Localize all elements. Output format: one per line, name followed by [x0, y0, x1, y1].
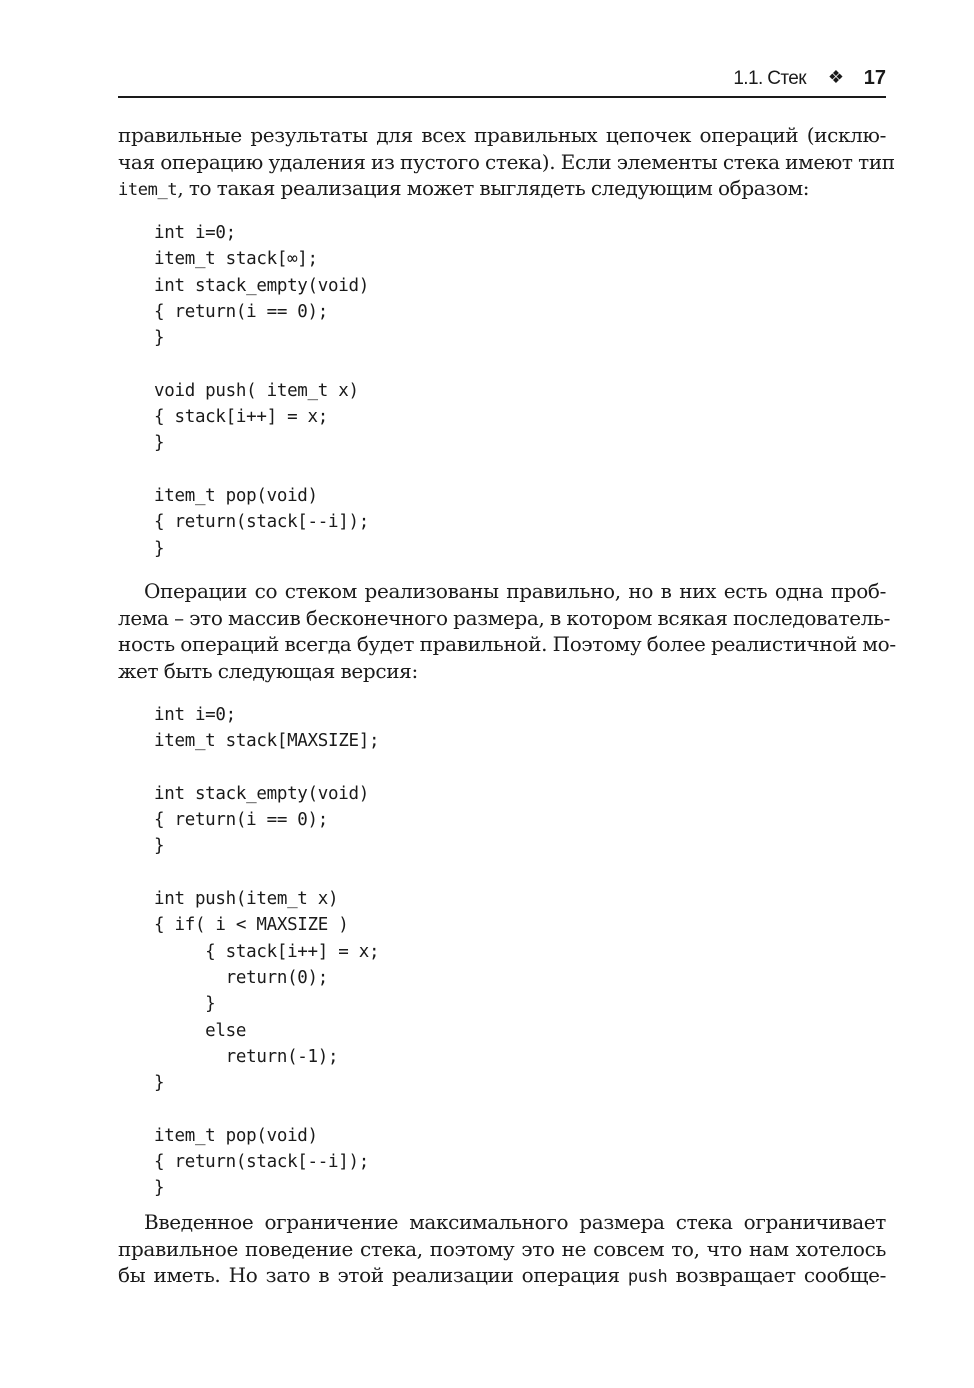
code-line: item_t stack[∞];	[154, 249, 318, 270]
text-line: правильные результаты для всех правильных цепочек операций (исклю-	[118, 123, 886, 147]
code-line: item_t stack[MAXSIZE];	[154, 731, 380, 752]
paragraph-intro	[118, 122, 895, 204]
code-line: }	[154, 836, 165, 857]
text-line	[118, 1262, 886, 1291]
text-line	[118, 175, 886, 204]
inline-code: push	[627, 1267, 668, 1287]
code-listing-1	[154, 220, 369, 562]
code-line: return(-1);	[154, 1046, 339, 1067]
paragraph-conclusion	[118, 1209, 886, 1291]
section-title: 1.1. Стек	[733, 68, 806, 89]
code-line: else	[154, 1020, 247, 1041]
code-line: { if( i < MAXSIZE )	[154, 915, 349, 936]
text-line: ность операций всегда будет правильной. Поэтому более реалистичной мо-	[118, 632, 896, 656]
text-line: лема – это массив бесконечного размера, в котором всякая последователь-	[118, 605, 891, 630]
text-fragment: , то такая реализация может выглядеть следующим образом:	[177, 176, 810, 200]
text-fragment: возвращает сообще-	[667, 1263, 886, 1287]
text-line: жет быть следующая версия:	[118, 658, 418, 683]
code-line: int i=0;	[154, 223, 236, 243]
code-line: item_t pop(void)	[154, 485, 318, 506]
text-line: Операции со стеком реализованы правильно, но в них есть одна проб-	[144, 579, 886, 603]
code-line: { return(stack[--i]);	[154, 512, 369, 533]
text-fragment: бы иметь. Но зато в этой реализации операция	[118, 1263, 628, 1287]
running-header	[118, 66, 886, 98]
ornament-icon: ❖	[827, 67, 844, 87]
page-number: 17	[863, 67, 886, 89]
code-listing-2	[154, 702, 379, 1202]
code-line: int push(item_t x)	[154, 889, 339, 910]
code-line: item_t pop(void)	[154, 1125, 318, 1146]
code-line: void push( item_t x)	[154, 380, 359, 401]
code-line: int i=0;	[154, 705, 236, 725]
code-line: }	[154, 433, 165, 454]
code-line: return(0);	[154, 967, 329, 988]
code-line: { stack[i++] = x;	[154, 407, 329, 428]
paragraph-problem	[118, 578, 896, 684]
code-line: { return(i == 0);	[154, 810, 329, 831]
code-line: { stack[i++] = x;	[154, 941, 380, 962]
code-line: int stack_empty(void)	[154, 783, 369, 804]
code-line: { return(i == 0);	[154, 301, 329, 322]
inline-code: item_t	[118, 180, 178, 200]
code-line: int stack_empty(void)	[154, 275, 369, 296]
code-line: }	[154, 1073, 165, 1094]
code-line: }	[154, 1178, 165, 1199]
text-line: Введенное ограничение максимального размера стека ограничивает	[144, 1210, 886, 1234]
code-line: }	[154, 994, 216, 1015]
code-line: }	[154, 538, 165, 559]
code-line: }	[154, 328, 165, 349]
text-line: чая операцию удаления из пустого стека). Если элементы стека имеют тип	[118, 149, 895, 174]
text-line: правильное поведение стека, поэтому это не совсем то, что нам хотелось	[118, 1236, 886, 1261]
code-line: { return(stack[--i]);	[154, 1152, 369, 1173]
